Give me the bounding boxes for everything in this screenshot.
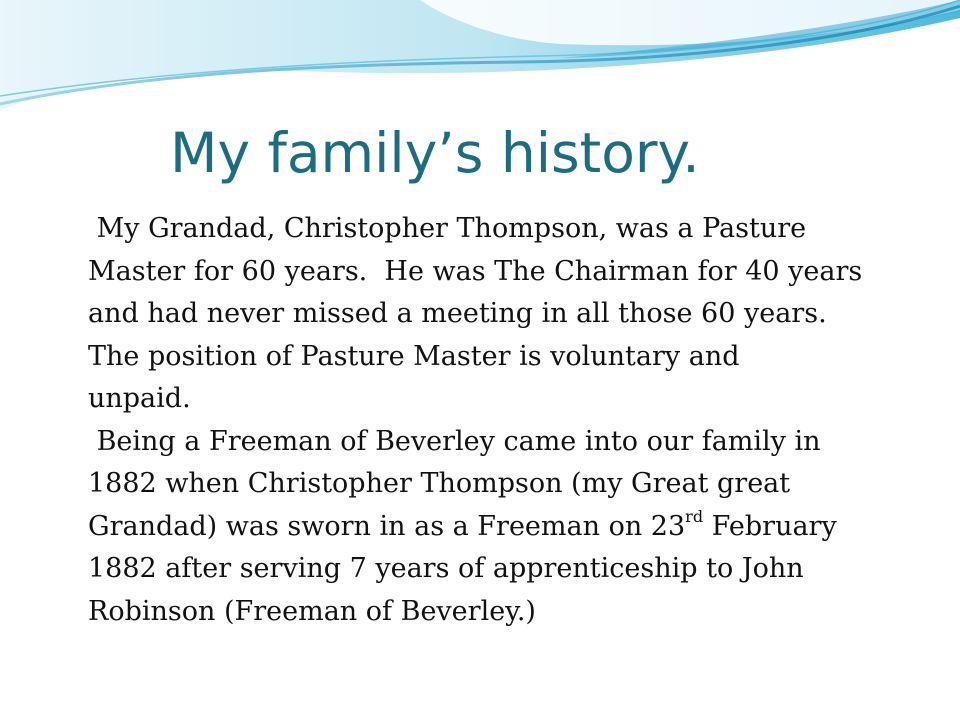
ordinal-superscript: rd	[685, 506, 704, 526]
text-fragment: February	[703, 510, 837, 542]
text-fragment: Grandad) was sworn in as a Freeman on 23	[88, 510, 686, 542]
paragraph-freeman-of-beverley	[88, 421, 918, 634]
text-line-with-superscript	[88, 506, 918, 549]
text-line: 1882 after serving 7 years of apprenticeship to John	[88, 553, 804, 584]
text-line: The position of Pasture Master is voluntary and	[88, 340, 740, 372]
text-line: unpaid.	[88, 383, 191, 414]
text-line: Being a Freeman of Beverley came into our family in	[88, 425, 821, 457]
slide-title: My family’s history.	[170, 121, 700, 185]
decorative-wave-banner	[0, 0, 960, 120]
text-line: Master for 60 years. He was The Chairman for 40 years	[88, 255, 863, 287]
text-line: 1882 when Christopher Thompson (my Great great	[88, 468, 791, 499]
text-line: My Grandad, Christopher Thompson, was a Pasture	[88, 213, 807, 244]
text-line: and had never missed a meeting in all those 60 years.	[88, 298, 827, 329]
text-line: Robinson (Freeman of Beverley.)	[88, 595, 536, 627]
slide-body	[88, 208, 918, 633]
paragraph-pasture-master	[88, 208, 918, 421]
